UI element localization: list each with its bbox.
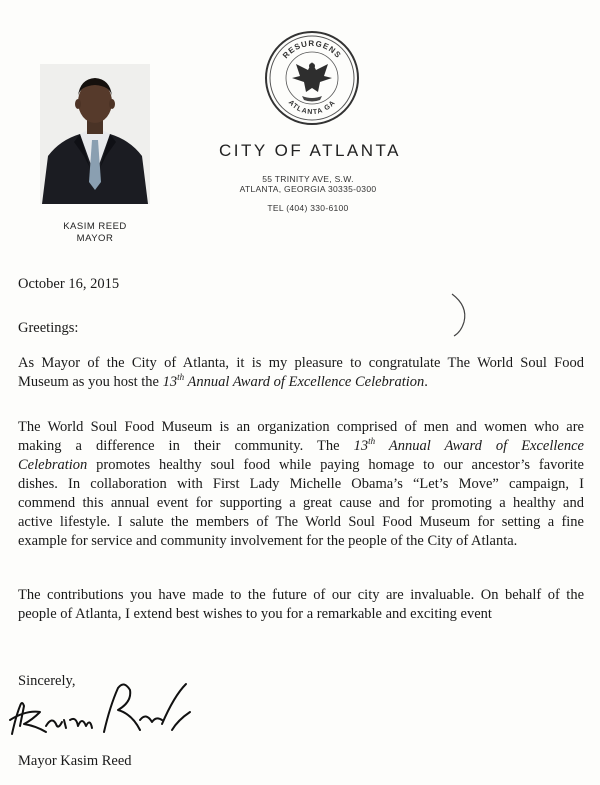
paragraph-1 [18, 354, 584, 392]
city-seal-icon [262, 28, 362, 128]
paragraph-2 [18, 418, 584, 551]
letter-greeting: Greetings: [18, 320, 79, 336]
city-name-heading: CITY OF ATLANTA [218, 141, 402, 160]
paragraph-2-line-6: active lifestyle. I salute the members of The World Soul Food Museum for setting a fine [18, 514, 584, 530]
letter-date: October 16, 2015 [18, 276, 120, 292]
paragraph-1-line-2: Museum as you host the 13th Annual Award of Excellence Celebration. [18, 372, 428, 390]
letter-closing: Sincerely, [18, 673, 76, 689]
telephone-line: TEL (404) 330-6100 [267, 203, 349, 213]
svg-text:ATLANTA GA: ATLANTA GA [286, 99, 338, 117]
mayor-title-caption: MAYOR [76, 233, 114, 244]
paragraph-2-line-1: The World Soul Food Museum is an organization comprised of men and women who are [18, 419, 584, 435]
paragraph-2-line-2: making a difference in their community. The 13th Annual Award of Excellence [18, 436, 584, 454]
paragraph-2-line-7: example for service and community involvement for the people of the City of Atlanta. [18, 533, 518, 549]
mayor-portrait-image [40, 64, 150, 204]
signature-icon [6, 676, 196, 742]
address-line-2: ATLANTA, GEORGIA 30335-0300 [239, 184, 377, 194]
mayor-photo [40, 64, 150, 204]
mayor-name-caption: KASIM REED [63, 221, 127, 232]
paragraph-2-line-5: commend this annual event for supporting a great cause and for promoting a healthy and [18, 495, 584, 511]
paragraph-3-line-1: The contributions you have made to the future of our city are invaluable. On behalf of the [18, 587, 584, 603]
svg-text:RESURGENS: RESURGENS [280, 38, 344, 61]
paragraph-3-line-2: people of Atlanta, I extend best wishes to you for a remarkable and exciting event [18, 606, 492, 622]
address-line-1: 55 TRINITY AVE, S.W. [262, 174, 354, 184]
paragraph-2-line-3: Celebration promotes healthy soul food while paying homage to our ancestor’s favorite [18, 457, 584, 473]
signer-name: Mayor Kasim Reed [18, 753, 132, 769]
paragraph-3 [18, 586, 584, 624]
paragraph-2-line-4: dishes. In collaboration with First Lady Michelle Obama’s “Let’s Move” campaign, I [18, 476, 584, 492]
paragraph-1-line-1: As Mayor of the City of Atlanta, it is my pleasure to congratulate The World Soul Food [18, 355, 584, 371]
